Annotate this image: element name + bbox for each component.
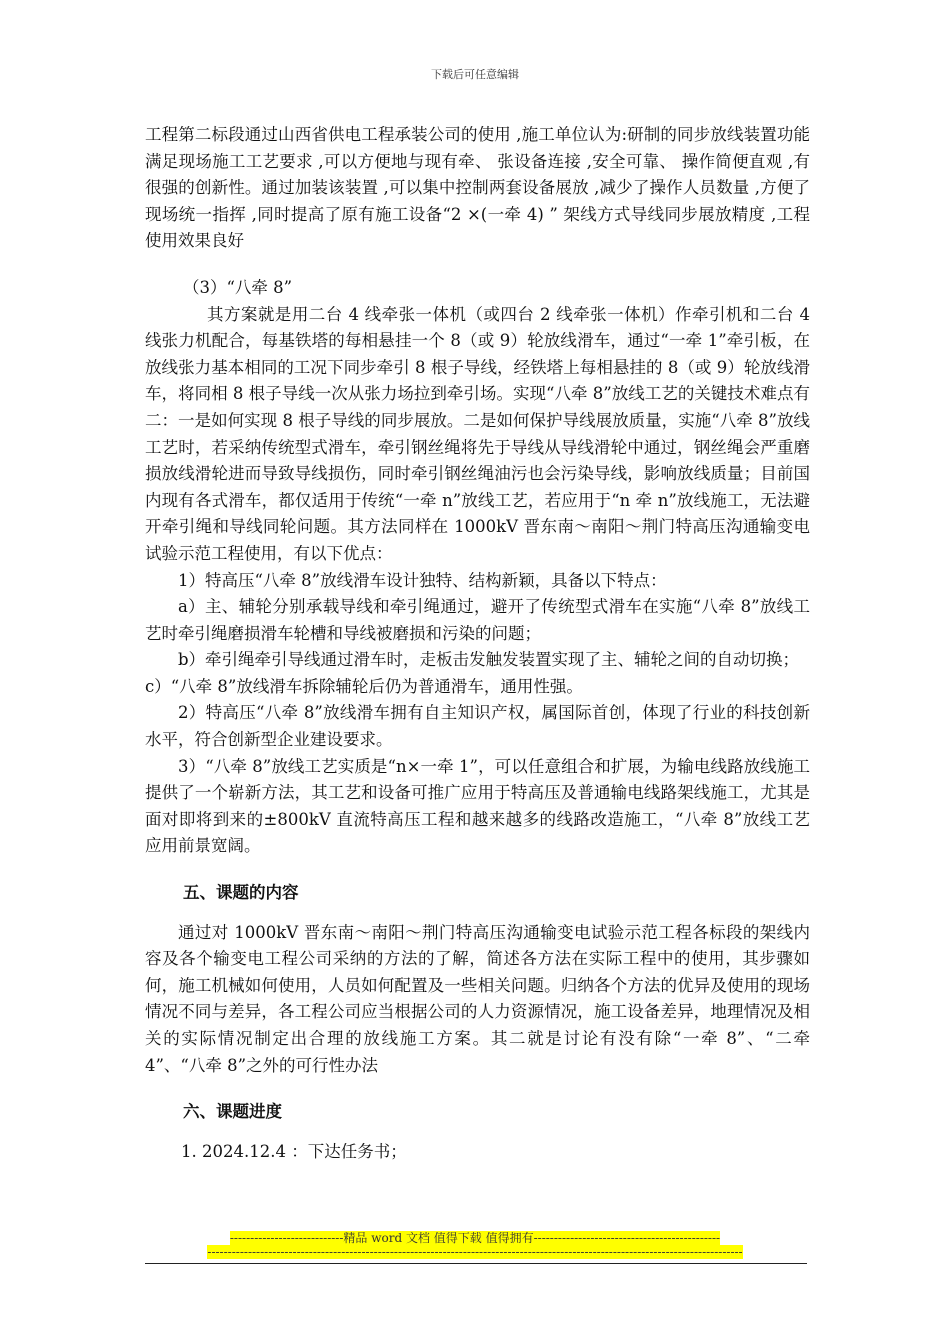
section3-point1a: a）主、辅轮分别承载导线和牵引绳通过，避开了传统型式滑车在实施“八牵 8”放线工艺时牵引绳磨损滑车轮槽和导线被磨损和污染的问题； xyxy=(145,597,810,643)
page-header-note: 下载后可任意编辑 xyxy=(431,68,519,81)
section5-body: 通过对 1000kV 晋东南～南阳～荆门特高压沟通输变电试验示范工程各标段的架线内容及各个输变电工程公司采纳的方法的了解，简述各方法在实际工程中的使用，其步骤如何，施工机械如何使用，人员如何配置及一些相关问题。归纳各个方法的优异及使用的现场情况不同与差异，各工程公司应当根据公司的人力资源情况，施工设备差异，地理情况及相关的实际情况制定出合理的放线施工方案。其二就是讨论有没有除“一牵 8”、“二牵 4”、“八牵 8”之外的可行性办法 xyxy=(145,922,810,1075)
progress-item-1: 1. 2024.12.4 ：下达任务书； xyxy=(181,1141,407,1161)
section3-body: 其方案就是用二台 4 线牵张一体机（或四台 2 线牵张一体机）作牵引机和二台 4 线张力机配合，每基铁塔的每相悬挂一个 8（或 9）轮放线滑车，通过“一牵 1”牵引板，在放线张力基本相同的工况下同步牵引 8 根子导线，经铁塔上每相悬挂的 8（或 9）轮放线滑车，将同相 8 根子导线一次从张力场拉到牵引场。实现“八牵 8”放线工艺的关键技术难点有二：一是如何实现 8 根子导线的同步展放。二是如何保护导线展放质量，实施“八牵 8”放线工艺时，若采纳传统型式滑车，牵引钢丝绳将先于导线从导线滑轮中通过，钢丝绳会严重磨损放线滑轮进而导致导线损伤，同时牵引钢丝绳油污也会污染导线，影响放线质量；目前国内现有各式滑车，都仅适用于传统“一牵 n”放线工艺，若应用于“n 牵 n”放线施工，无法避开牵引绳和导线同轮问题。其方法同样在 1000kV 晋东南～南阳～荆门特高压沟通输变电试验示范工程使用，有以下优点： xyxy=(145,304,810,563)
section6-title: 六、课题进度 xyxy=(183,1102,282,1122)
section3-point1: 1）特高压“八牵 8”放线滑车设计独特、结构新颖，具备以下特点： xyxy=(178,570,667,590)
section3-point3: 3）“八牵 8”放线工艺实质是“n×一牵 1”，可以任意组合和扩展，为输电线路放线施工提供了一个崭新方法，其工艺和设备可推广应用于特高压及普通输电线路架线施工，尤其是面对即将到来的±800kV 直流特高压工程和越来越多的线路改造施工，“八牵 8”放线工艺应用前景宽阔。 xyxy=(145,756,810,856)
document-body xyxy=(145,122,810,1165)
intro-paragraph: 工程第二标段通过山西省供电工程承装公司的使用 ,施工单位认为:研制的同步放线装置功能满足现场施工工艺要求 ,可以方便地与现有牵、 张设备连接 ,安全可靠、 操作简便直观 ,有很强的创新性。通过加装该装置 ,可以集中控制两套设备展放 ,减少了操作人员数量 ,方便了现场统一指挥 ,同时提高了原有施工设备“2 ×(一牵 4) ” 架线方式导线同步展放精度 ,工程使用效果良好 xyxy=(145,125,810,251)
footer-rule xyxy=(145,1263,807,1264)
footer-banner xyxy=(0,1231,950,1245)
footer-dash-text: ------------------------------------------------------------------------------------------------------------------------------------ xyxy=(207,1245,743,1259)
section5-title: 五、课题的内容 xyxy=(183,883,299,903)
section3-point1c: c）“八牵 8”放线滑车拆除辅轮后仍为普通滑车，通用性强。 xyxy=(145,676,583,696)
section3-point2: 2）特高压“八牵 8”放线滑车拥有自主知识产权，属国际首创，体现了行业的科技创新水平，符合创新型企业建设要求。 xyxy=(145,703,810,750)
footer-banner-text: ----------------------------精品 word 文档 值得下载 值得拥有---------------------------------------------- xyxy=(229,1231,721,1245)
section3-point1b: b）牵引绳牵引导线通过滑车时，走板击发触发装置实现了主、辅轮之间的自动切换； xyxy=(178,650,800,670)
footer-dash-line xyxy=(0,1245,950,1259)
section3-heading: （3）“八牵 8” xyxy=(183,277,293,297)
